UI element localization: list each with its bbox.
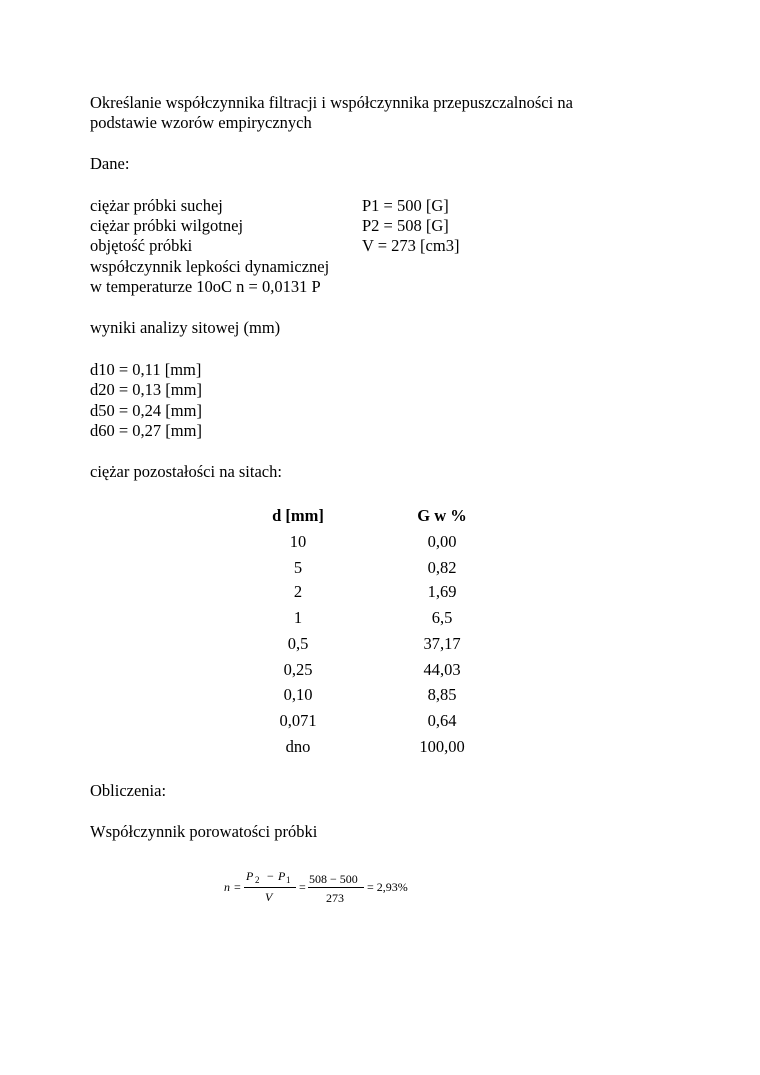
sieve-label: wyniki analizy sitowej (mm) <box>90 318 281 337</box>
table-cell: 0,5 <box>287 634 309 653</box>
table-cell: 5 <box>293 558 303 577</box>
diameter-d50: d50 = 0,24 [mm] <box>90 401 202 420</box>
given-value-1: P1 = 500 [G] <box>362 196 449 215</box>
title-line-2: podstawie wzorów empirycznych <box>90 113 312 132</box>
formula-den-value: 273 <box>326 891 344 905</box>
given-value-3: V = 273 [cm3] <box>362 236 460 255</box>
formula-result: = 2,93% <box>367 880 408 894</box>
table-cell: dno <box>285 737 311 756</box>
table-cell: 0,64 <box>427 711 457 730</box>
formula-eq-1: = <box>234 880 241 894</box>
table-cell: 1,69 <box>427 582 457 601</box>
fraction-bar-1 <box>244 887 296 888</box>
table-cell: 0,071 <box>279 711 317 730</box>
given-value-2: P2 = 508 [G] <box>362 216 449 235</box>
table-cell: 0,10 <box>283 685 313 704</box>
dane-label: Dane: <box>90 154 130 173</box>
formula-eq-2: = <box>299 880 306 894</box>
table-cell: 0,82 <box>427 558 457 577</box>
table-cell: 37,17 <box>423 634 461 653</box>
table-cell: 44,03 <box>423 660 461 679</box>
title-line-1: Określanie współczynnika filtracji i współczynnika przepuszczalności na <box>90 93 573 112</box>
table-cell: 100,00 <box>419 737 465 756</box>
formula-num-values: 508 − 500 <box>309 872 358 886</box>
table-cell: 8,85 <box>427 685 457 704</box>
viscosity-line: w temperaturze 10oC n = 0,0131 P <box>90 277 321 296</box>
table-cell: 1 <box>293 608 303 627</box>
diameter-d20: d20 = 0,13 [mm] <box>90 380 202 399</box>
table-cell: 0,00 <box>427 532 457 551</box>
formula-den-v: V <box>265 890 273 904</box>
residue-label: ciężar pozostałości na sitach: <box>90 462 282 481</box>
formula-lhs: n <box>224 880 230 894</box>
given-label-2: ciężar próbki wilgotnej <box>90 216 244 235</box>
given-label-3: objętość próbki <box>90 236 193 255</box>
formula-minus: − <box>267 869 274 883</box>
formula-num-p1: P <box>278 869 286 883</box>
porosity-formula <box>222 868 422 910</box>
porosity-label: Współczynnik porowatości próbki <box>90 822 318 841</box>
formula-num-p2: P <box>246 869 254 883</box>
calc-label: Obliczenia: <box>90 781 167 800</box>
given-label-4: współczynnik lepkości dynamicznej <box>90 257 330 276</box>
table-cell: 6,5 <box>431 608 453 627</box>
diameter-d60: d60 = 0,27 [mm] <box>90 421 202 440</box>
diameter-d10: d10 = 0,11 [mm] <box>90 360 202 379</box>
table-header-d: d [mm] <box>272 506 324 525</box>
fraction-bar-2 <box>308 887 364 888</box>
table-header-g: G w % <box>417 506 467 525</box>
formula-sub-1: 1 <box>286 875 291 885</box>
formula-sub-2: 2 <box>255 875 260 885</box>
given-label-1: ciężar próbki suchej <box>90 196 223 215</box>
table-cell: 0,25 <box>283 660 313 679</box>
table-cell: 2 <box>293 582 303 601</box>
table-cell: 10 <box>289 532 307 551</box>
